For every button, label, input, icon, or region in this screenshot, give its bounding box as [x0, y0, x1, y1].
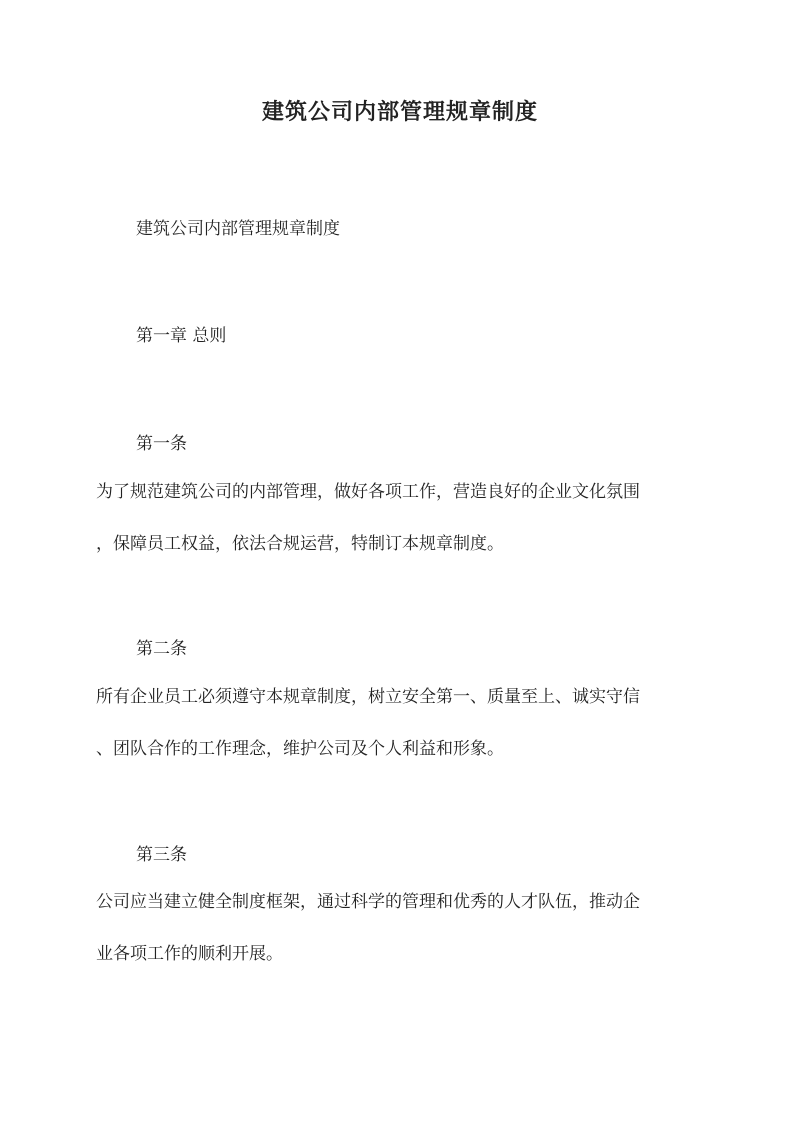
article-2-line-1: 所有企业员工必须遵守本规章制度，树立安全第一、质量至上、诚实守信: [96, 687, 640, 707]
article-3-line-1: 公司应当建立健全制度框架，通过科学的管理和优秀的人才队伍，推动企: [96, 892, 640, 912]
article-2-line-2: 、团队合作的工作理念，维护公司及个人利益和形象。: [96, 739, 504, 759]
document-subtitle: 建筑公司内部管理规章制度: [136, 219, 340, 239]
article-3-line-2: 业各项工作的顺利开展。: [96, 944, 283, 964]
document-title: 建筑公司内部管理规章制度: [261, 99, 538, 125]
article-heading-2: 第二条: [136, 639, 187, 659]
article-heading-1: 第一条: [136, 434, 187, 454]
chapter-heading: 第一章 总则: [136, 326, 227, 346]
article-1-line-1: 为了规范建筑公司的内部管理，做好各项工作，营造良好的企业文化氛围: [96, 482, 640, 502]
article-heading-3: 第三条: [136, 845, 187, 865]
article-1-line-2: ，保障员工权益，依法合规运营，特制订本规章制度。: [96, 534, 504, 554]
